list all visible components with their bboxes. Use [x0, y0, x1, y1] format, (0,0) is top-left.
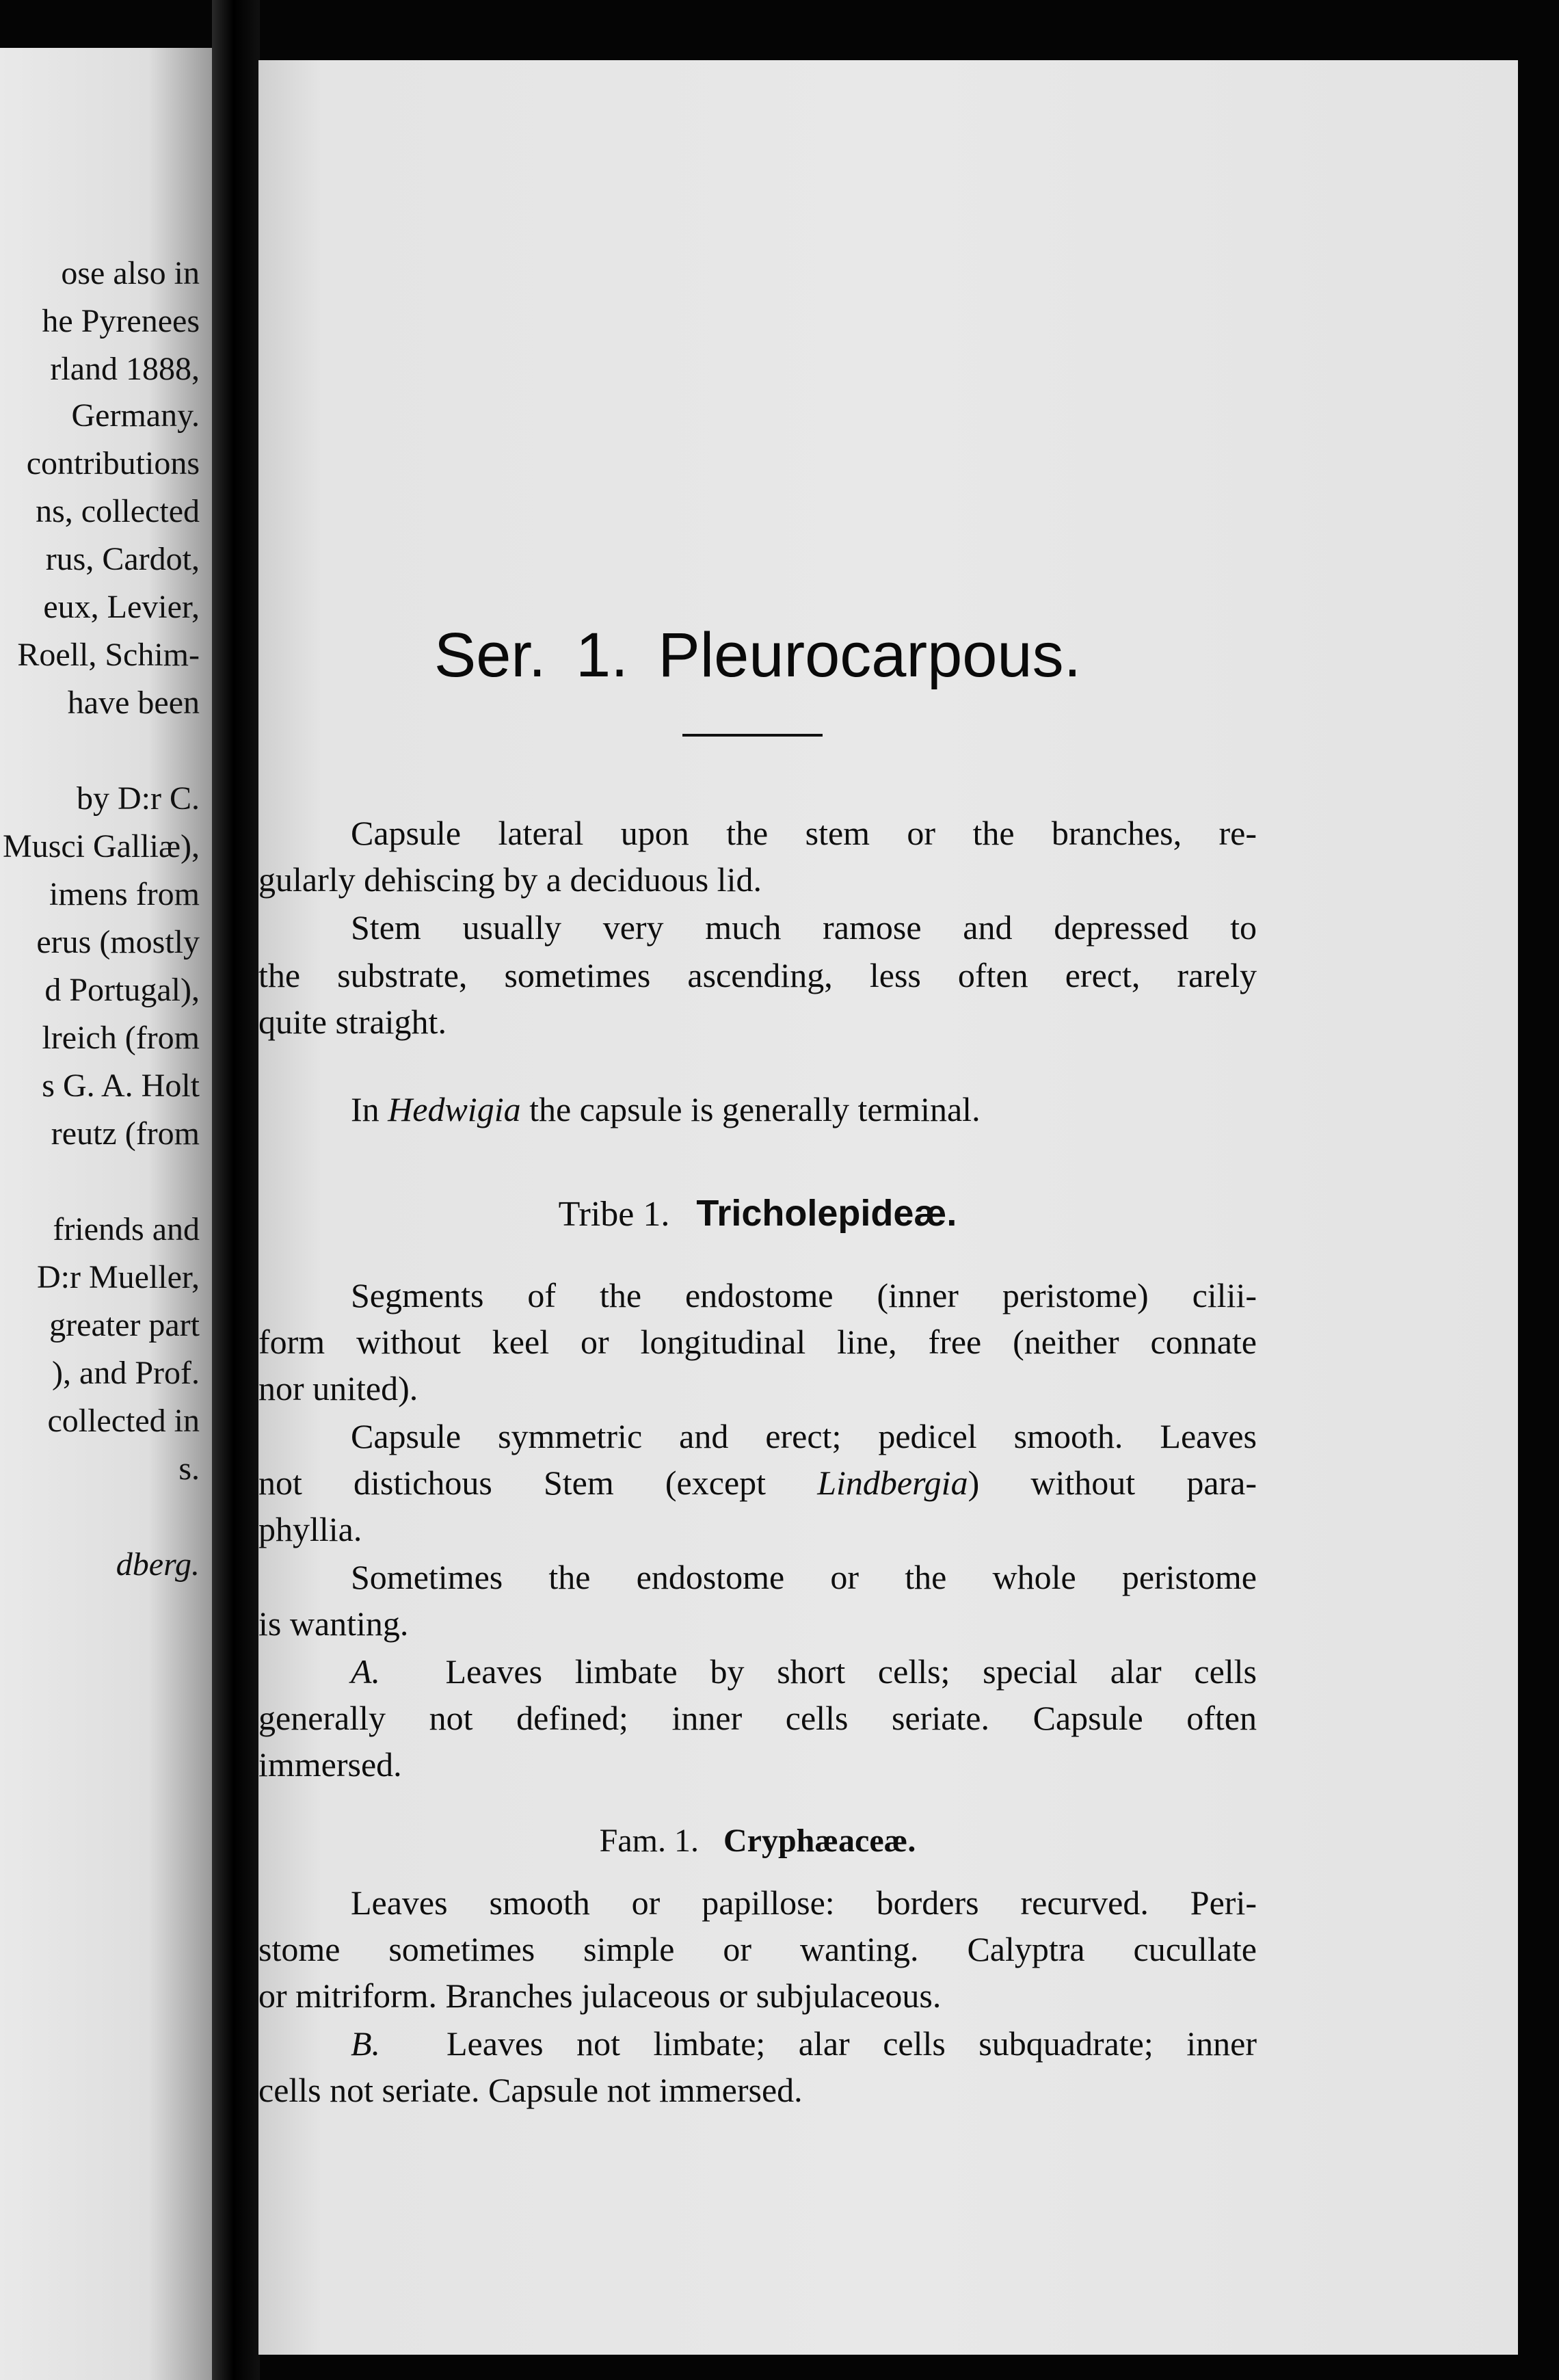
left-page-fragment: ose also in [61, 255, 200, 291]
left-page-fragment: dberg. [116, 1546, 200, 1583]
section-letter: A. [351, 1652, 381, 1691]
family-name: Cryphæaceæ. [723, 1823, 916, 1859]
tribe-line: Sometimes the endostome or the whole peristome [351, 1558, 1257, 1596]
left-page-fragment: D:r Mueller, [36, 1259, 200, 1295]
left-page-fragment: eux, Levier, [43, 589, 200, 625]
left-page-fragment: reutz (from [51, 1115, 200, 1152]
tribe-line: phyllia. [258, 1510, 362, 1548]
tribe-line: Capsule symmetric and erect; pedicel smooth. Leaves [351, 1417, 1257, 1455]
text: not distichous Stem (except [258, 1464, 818, 1502]
left-page-fragment: rus, Cardot, [45, 541, 200, 577]
section-a-line: immersed. [258, 1745, 402, 1784]
intro-line: Capsule lateral upon the stem or the branches, re- [351, 814, 1257, 852]
family-line: Leaves smooth or papillose: borders recurved. Peri- [351, 1883, 1257, 1922]
genus-name: Lindbergia [817, 1464, 968, 1502]
tribe-name: Tricholepideæ. [696, 1193, 957, 1234]
page-title: Ser. 1. Pleurocarpous. [434, 620, 1082, 690]
text: the capsule is generally terminal. [520, 1090, 981, 1128]
left-page-fragment: friends and [53, 1211, 200, 1247]
tribe-line: nor united). [258, 1369, 418, 1407]
section-b-line [258, 2023, 1257, 2064]
tribe-line-lindbergia [258, 1462, 1257, 1503]
family-heading [258, 1821, 1257, 1862]
text: Leaves limbate by short cells; special alar cells [445, 1652, 1257, 1691]
intro-line: gularly dehiscing by a deciduous lid. [258, 860, 762, 899]
section-a-line [258, 1651, 1257, 1692]
section-letter: B. [351, 2024, 381, 2063]
left-page-fragment: s G. A. Holt [42, 1068, 200, 1104]
section-a-line: generally not defined; inner cells seriate. Capsule often [258, 1699, 1257, 1737]
text: In [351, 1090, 388, 1128]
left-page-fragment: d Portugal), [44, 972, 200, 1008]
genus-name: Hedwigia [388, 1090, 521, 1128]
intro-line: the substrate, sometimes ascending, less often erect, rarely [258, 956, 1257, 994]
title-rule [682, 734, 823, 737]
intro-line: quite straight. [258, 1003, 447, 1041]
left-page-fragment: collected in [47, 1403, 200, 1439]
tribe-label: Tribe 1. [558, 1195, 670, 1234]
intro-line: Stem usually very much ramose and depressed to [351, 908, 1257, 947]
left-page-fragment: greater part [49, 1307, 200, 1343]
left-page-fragment: erus (mostly [36, 924, 200, 960]
tribe-line: form without keel or longitudinal line, free (neither connate [258, 1323, 1257, 1361]
text: ) without para- [968, 1464, 1257, 1502]
left-page-fragment: he Pyrenees [42, 303, 200, 339]
book-gutter [212, 0, 260, 2380]
left-page-fragment: Musci Galliæ), [3, 828, 200, 864]
family-label: Fam. 1. [599, 1823, 699, 1859]
left-page-fragment: rland 1888, [50, 351, 200, 387]
section-b-line: cells not seriate. Capsule not immersed. [258, 2071, 803, 2109]
intro-line-hedwigia [258, 1089, 1257, 1130]
left-page-fragment: by D:r C. [77, 780, 200, 817]
family-line: or mitriform. Branches julaceous or subjulaceous. [258, 1976, 942, 2015]
tribe-line: is wanting. [258, 1604, 409, 1643]
left-page-fragment: imens from [49, 876, 200, 912]
right-page [258, 60, 1518, 2355]
tribe-line: Segments of the endostome (inner peristome) cilii- [351, 1276, 1257, 1314]
family-line: stome sometimes simple or wanting. Calyptra cucullate [258, 1930, 1257, 1968]
left-page-fragment: ns, collected [36, 493, 200, 529]
left-page-fragment: contributions [26, 445, 200, 481]
left-page-fragment: Roell, Schim- [17, 637, 200, 673]
left-page-fragment: s. [178, 1451, 200, 1487]
left-page-fragment: lreich (from [42, 1020, 200, 1056]
left-page-fragment: Germany. [71, 397, 200, 434]
tribe-heading [258, 1193, 1257, 1235]
text: Leaves not limbate; alar cells subquadrate; inner [447, 2024, 1257, 2063]
left-facing-page [0, 48, 212, 2380]
left-page-fragment: have been [67, 685, 200, 721]
left-page-fragment: ), and Prof. [52, 1355, 200, 1391]
